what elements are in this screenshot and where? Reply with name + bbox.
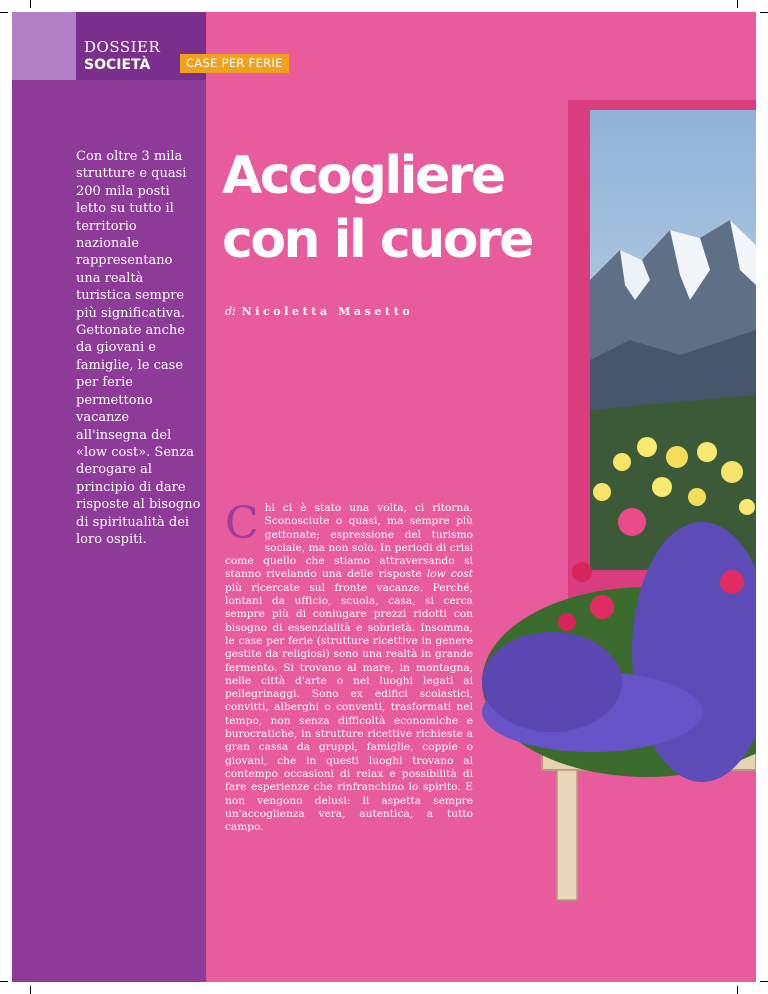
body-emphasis: low cost	[426, 568, 473, 581]
body-text-part-1: hi ci è stato una volta, ci ritorna. Sconosciute o quasi, ma sempre più gettonate; espressione del turismo sociale, ma non solo. In periodi di crisi come quello che stiamo attraversando si stanno rivelando una delle risposte	[225, 502, 473, 581]
crop-mark	[30, 986, 31, 994]
flower-illustration	[472, 382, 756, 902]
author-name: Nicoletta Masetto	[241, 305, 414, 318]
crop-mark	[737, 0, 738, 8]
article-title	[222, 144, 582, 272]
byline-prefix: di	[225, 305, 236, 318]
flower-box-image	[472, 382, 756, 902]
byline	[225, 305, 413, 318]
crop-mark	[760, 981, 768, 982]
article-body	[225, 498, 473, 834]
title-line-1: Accogliere	[222, 146, 504, 206]
crop-mark	[737, 986, 738, 994]
section-label: SOCIETÀ	[84, 57, 151, 73]
dropcap: C	[225, 498, 259, 549]
intro-text: Con oltre 3 mila strutture e quasi 200 mila posti letto su tutto il territorio nazionale rappresentano una realtà turistica sempre più significativa. Gettonate anche da giovani e famiglie, le case per ferie permettono vacanze all'insegna del «low cost». Senza derogare al principio di dare risposte al bisogno di spiritualità dei loro ospiti.	[76, 149, 201, 547]
title-line-2: con il cuore	[222, 210, 532, 270]
magazine-page	[12, 12, 756, 982]
crop-mark	[760, 12, 768, 13]
header-accent-block	[12, 12, 76, 80]
crop-mark	[30, 0, 31, 8]
body-text-part-2: più ricercate sul fronte vacanze. Perché, lontani da ufficio, scuola, casa, si cerca sempre più di coniugare prezzi ridotti con bisogno di essenzialità e sobrietà. Insomma, le case per ferie (strutture ricettive in genere gestite da religiosi) sono una realtà in grande fermento. Si trovano al mare, in montagna, nelle città d'arte o nei luoghi legati ai pellegrinaggi. Sono ex edifici scolastici, convitti, alberghi o conventi, trasformati nel tempo, non senza difficoltà economiche e burocratiche, in strutture ricettive richieste a gran cassa da gruppi, famiglie, coppie o giovani, che in questi luoghi trovano al contempo occasioni di relax e possibilità di fare esperienze che rinfranchino lo spirito. E non vengono delusi: li aspetta sempre un'accoglienza vera, autentica, a tutto campo.	[225, 581, 473, 834]
category-tag: CASE PER FERIE	[180, 54, 289, 73]
dossier-label: DOSSIER	[84, 38, 161, 56]
crop-mark	[0, 981, 8, 982]
crop-mark	[0, 12, 8, 13]
